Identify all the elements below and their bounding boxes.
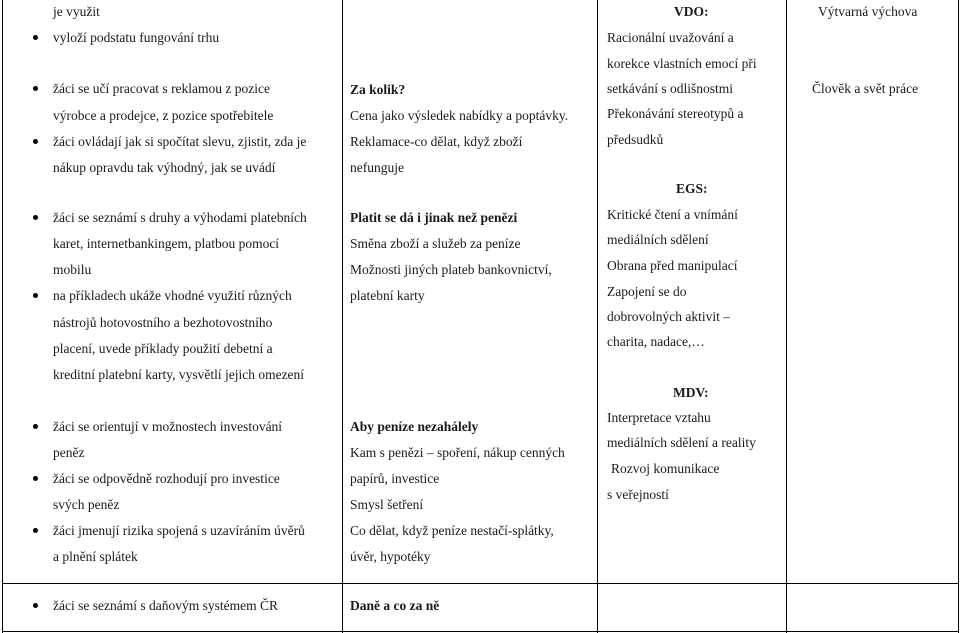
outcome-line: je využit (53, 4, 100, 19)
table-border-col2 (342, 0, 343, 633)
table-border-col4 (786, 0, 787, 633)
outcome-line: kreditní platební karty, vysvětlí jejich omezení (53, 367, 305, 382)
mdv-title: MDV: (673, 385, 709, 400)
outcome-line: mobilu (53, 262, 92, 277)
bullet-icon (33, 476, 38, 481)
mdv-line: Rozvoj komunikace (611, 461, 720, 476)
table-border-right (958, 0, 959, 633)
outcome-line: a plnění splátek (53, 549, 138, 564)
egs-line: charita, nadace,… (607, 334, 705, 349)
table-border-col3 (597, 0, 598, 633)
outcome-line: svých peněz (53, 497, 120, 512)
outcome-line: žáci ovládají jak si spočítat slevu, zjistit, zda je (53, 134, 307, 149)
outcome-line: žáci se seznámí s druhy a výhodami platebních (53, 210, 307, 225)
topic-line: platební karty (350, 288, 425, 303)
topic-line: Smysl šetření (350, 497, 424, 512)
topic-heading: Za kolik? (350, 82, 406, 97)
vdo-line: korekce vlastních emocí při (607, 56, 757, 71)
relation-item: Člověk a svět práce (812, 81, 919, 96)
bullet-icon (33, 86, 38, 91)
outcome-line: žáci jmenují rizika spojená s uzavíráním úvěrů (53, 523, 305, 538)
bullet-icon (33, 35, 38, 40)
vdo-title: VDO: (674, 4, 709, 19)
outcome-line: žáci se seznámí s daňovým systémem ČR (53, 598, 278, 613)
vdo-line: předsudků (607, 132, 664, 147)
table-border-left (2, 0, 3, 633)
table-row-divider (2, 583, 959, 584)
egs-line: dobrovolných aktivit – (607, 309, 730, 324)
egs-title: EGS: (676, 181, 708, 196)
topic-line: Cena jako výsledek nabídky a poptávky. (350, 108, 569, 123)
outcome-line: vyloží podstatu fungování trhu (53, 30, 220, 45)
topic-line: Co dělat, když peníze nestačí-splátky, (350, 523, 554, 538)
bullet-icon (33, 293, 38, 298)
column-title: Výtvarná výchova (818, 4, 918, 19)
outcome-line: peněz (53, 445, 85, 460)
outcome-line: nástrojů hotovostního a bezhotovostního (53, 315, 273, 330)
vdo-line: Překonávání stereotypů a (607, 106, 744, 121)
outcome-line: žáci se odpovědně rozhodují pro investice (53, 471, 280, 486)
topic-line: Možnosti jiných plateb bankovnictví, (350, 262, 552, 277)
vdo-line: setkávání s odlišnostmi (607, 81, 733, 96)
topic-line: nefunguje (350, 160, 404, 175)
outcome-line: placení, uvede příklady použití debetní a (53, 341, 273, 356)
egs-line: mediálních sdělení (607, 232, 709, 247)
egs-line: Kritické čtení a vnímání (607, 207, 738, 222)
bullet-icon (33, 424, 38, 429)
egs-line: Zapojení se do (607, 284, 687, 299)
topic-line: Kam s penězi – spoření, nákup cenných (350, 445, 565, 460)
topic-heading: Daně a co za ně (350, 598, 440, 613)
topic-line: úvěr, hypotéky (350, 549, 431, 564)
outcome-line: nákup opravdu tak výhodný, jak se uvádí (53, 160, 276, 175)
topic-line: Reklamace-co dělat, když zboží (350, 134, 523, 149)
topic-heading: Aby peníze nezahálely (350, 419, 479, 434)
bullet-icon (33, 139, 38, 144)
mdv-line: s veřejností (607, 487, 669, 502)
mdv-line: mediálních sdělení a reality (607, 435, 756, 450)
outcome-line: výrobce a prodejce, z pozice spotřebitele (53, 108, 274, 123)
bullet-icon (33, 528, 38, 533)
outcome-line: na příkladech ukáže vhodné využití různých (53, 288, 292, 303)
vdo-line: Racionální uvažování a (607, 30, 734, 45)
outcome-line: žáci se učí pracovat s reklamou z pozice (53, 81, 271, 96)
bullet-icon (33, 215, 38, 220)
topic-line: Směna zboží a služeb za peníze (350, 236, 521, 251)
outcome-line: karet, internetbankingem, platbou pomocí (53, 236, 280, 251)
bullet-icon (33, 603, 38, 608)
outcome-line: žáci se orientují v možnostech investování (53, 419, 283, 434)
table-border-bottom (2, 631, 959, 632)
topic-line: papírů, investice (350, 471, 440, 486)
mdv-line: Interpretace vztahu (607, 410, 711, 425)
egs-line: Obrana před manipulací (607, 258, 738, 273)
topic-heading: Platit se dá i jinak než penězi (350, 210, 518, 225)
